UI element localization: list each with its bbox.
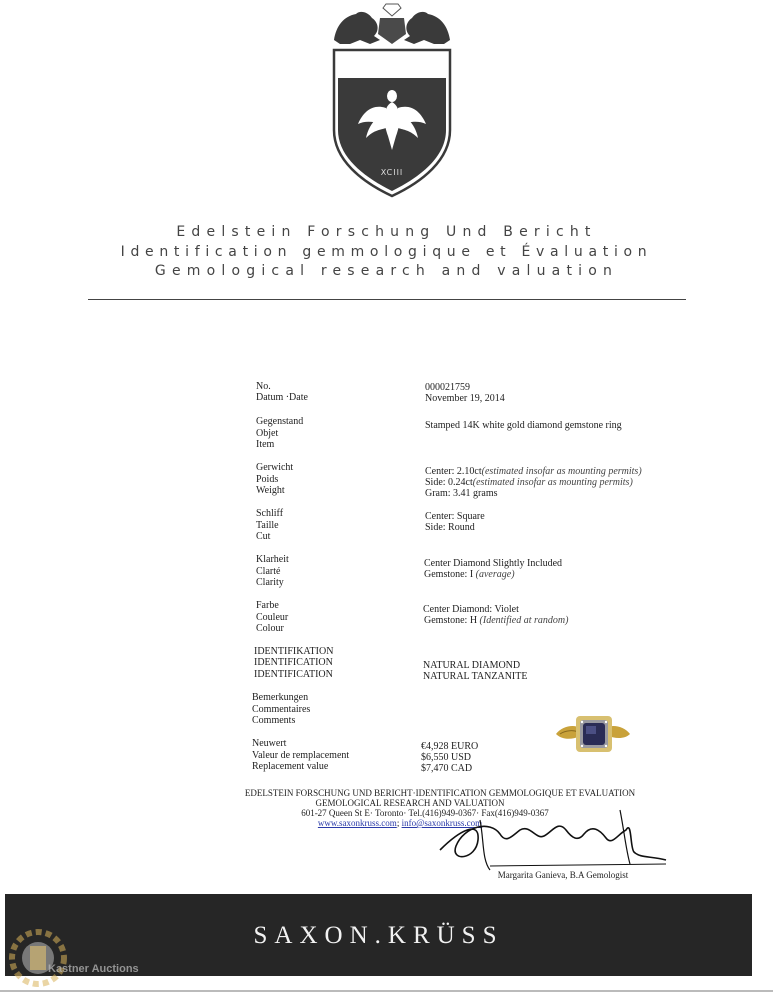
heading-german: Edelstein Forschung Und Bericht (176, 224, 597, 240)
field-label: Colour (256, 623, 284, 634)
field-label: Clarté (256, 566, 281, 577)
field-label: Gegenstand (256, 416, 304, 427)
colour-center: Center Diamond: Violet (423, 604, 519, 615)
heading-french: Identification gemmologique et Évaluation (120, 244, 653, 260)
weight-grams: Gram: 3.41 grams (425, 488, 498, 499)
email-link[interactable]: info@saxonkruss.com (401, 818, 483, 828)
field-label: Cut (256, 531, 271, 542)
field-label: Replacement value (252, 761, 329, 772)
footer-address-line: 601-27 Queen St E· Toronto· Tel.(416)949-0367· Fax(416)949-0367 (301, 808, 549, 818)
field-label: Schliff (256, 508, 284, 519)
footer-company-line: EDELSTEIN FORSCHUNG UND BERICHT·IDENTIFICATION GEMMOLOGIQUE ET EVALUATION (244, 788, 636, 798)
website-link[interactable]: www.saxonkruss.com (317, 818, 397, 828)
field-label: Taille (256, 520, 279, 531)
field-label: Couleur (256, 612, 289, 623)
field-label: Item (256, 439, 275, 450)
field-label: Farbe (256, 600, 279, 611)
heading-english: Gemological research and valuation (154, 263, 619, 279)
cut-center: Center: Square (425, 511, 485, 522)
field-label: Neuwert (252, 738, 287, 749)
item-value: Stamped 14K white gold diamond gemstone ring (425, 420, 622, 431)
watermark-text: Kastner Auctions (48, 963, 139, 975)
clarity-gemstone: Gemstone: I (average) (424, 569, 515, 580)
watermark-logo (8, 922, 139, 994)
value-euro: €4,928 EURO (421, 741, 479, 752)
field-label: Clarity (256, 577, 284, 588)
identification-tanzanite: NATURAL TANZANITE (423, 671, 528, 682)
identification-diamond: NATURAL DIAMOND (423, 660, 521, 671)
field-label: Weight (256, 485, 285, 496)
field-label: IDENTIFIKATION (254, 646, 334, 657)
field-label: IDENTIFICATION (254, 657, 333, 668)
bottom-edge (0, 990, 773, 992)
certificate-date: November 19, 2014 (425, 393, 505, 404)
cut-side: Side: Round (425, 522, 475, 533)
value-cad: $7,470 CAD (421, 763, 473, 774)
field-label: Datum ·Date (256, 392, 308, 403)
clarity-center: Center Diamond Slightly Included (424, 558, 563, 569)
colour-gemstone: Gemstone: H (Identified at random) (424, 615, 569, 626)
footer-contact-line: www.saxonkruss.com; info@saxonkruss.com (317, 818, 483, 828)
weight-center: Center: 2.10ct(estimated insofar as mounting permits) (425, 466, 642, 477)
field-label: Poids (256, 474, 279, 485)
field-label: IDENTIFICATION (254, 669, 333, 680)
crest-numeral: XCIII (380, 168, 404, 177)
ring-photo (552, 706, 634, 766)
signature (420, 790, 670, 880)
footer-subtitle-line: GEMOLOGICAL RESEARCH AND VALUATION (315, 798, 505, 808)
value-usd: $6,550 USD (421, 752, 472, 763)
field-label: Commentaires (252, 704, 311, 715)
field-label: Gerwicht (256, 462, 294, 473)
field-label: Comments (252, 715, 296, 726)
heading-divider (88, 299, 686, 300)
field-label: Objet (256, 428, 279, 439)
signatory-name: Margarita Ganieva, B.A Gemologist (497, 870, 629, 880)
field-label: Bemerkungen (252, 692, 309, 703)
brand-name: SAXON.KRÜSS (253, 922, 504, 949)
weight-side: Side: 0.24ct(estimated insofar as mounting permits) (425, 477, 633, 488)
certificate-number: 000021759 (425, 382, 470, 393)
field-label: Klarheit (256, 554, 289, 565)
field-label: Valeur de remplacement (252, 750, 350, 761)
field-label: No. (256, 381, 271, 392)
